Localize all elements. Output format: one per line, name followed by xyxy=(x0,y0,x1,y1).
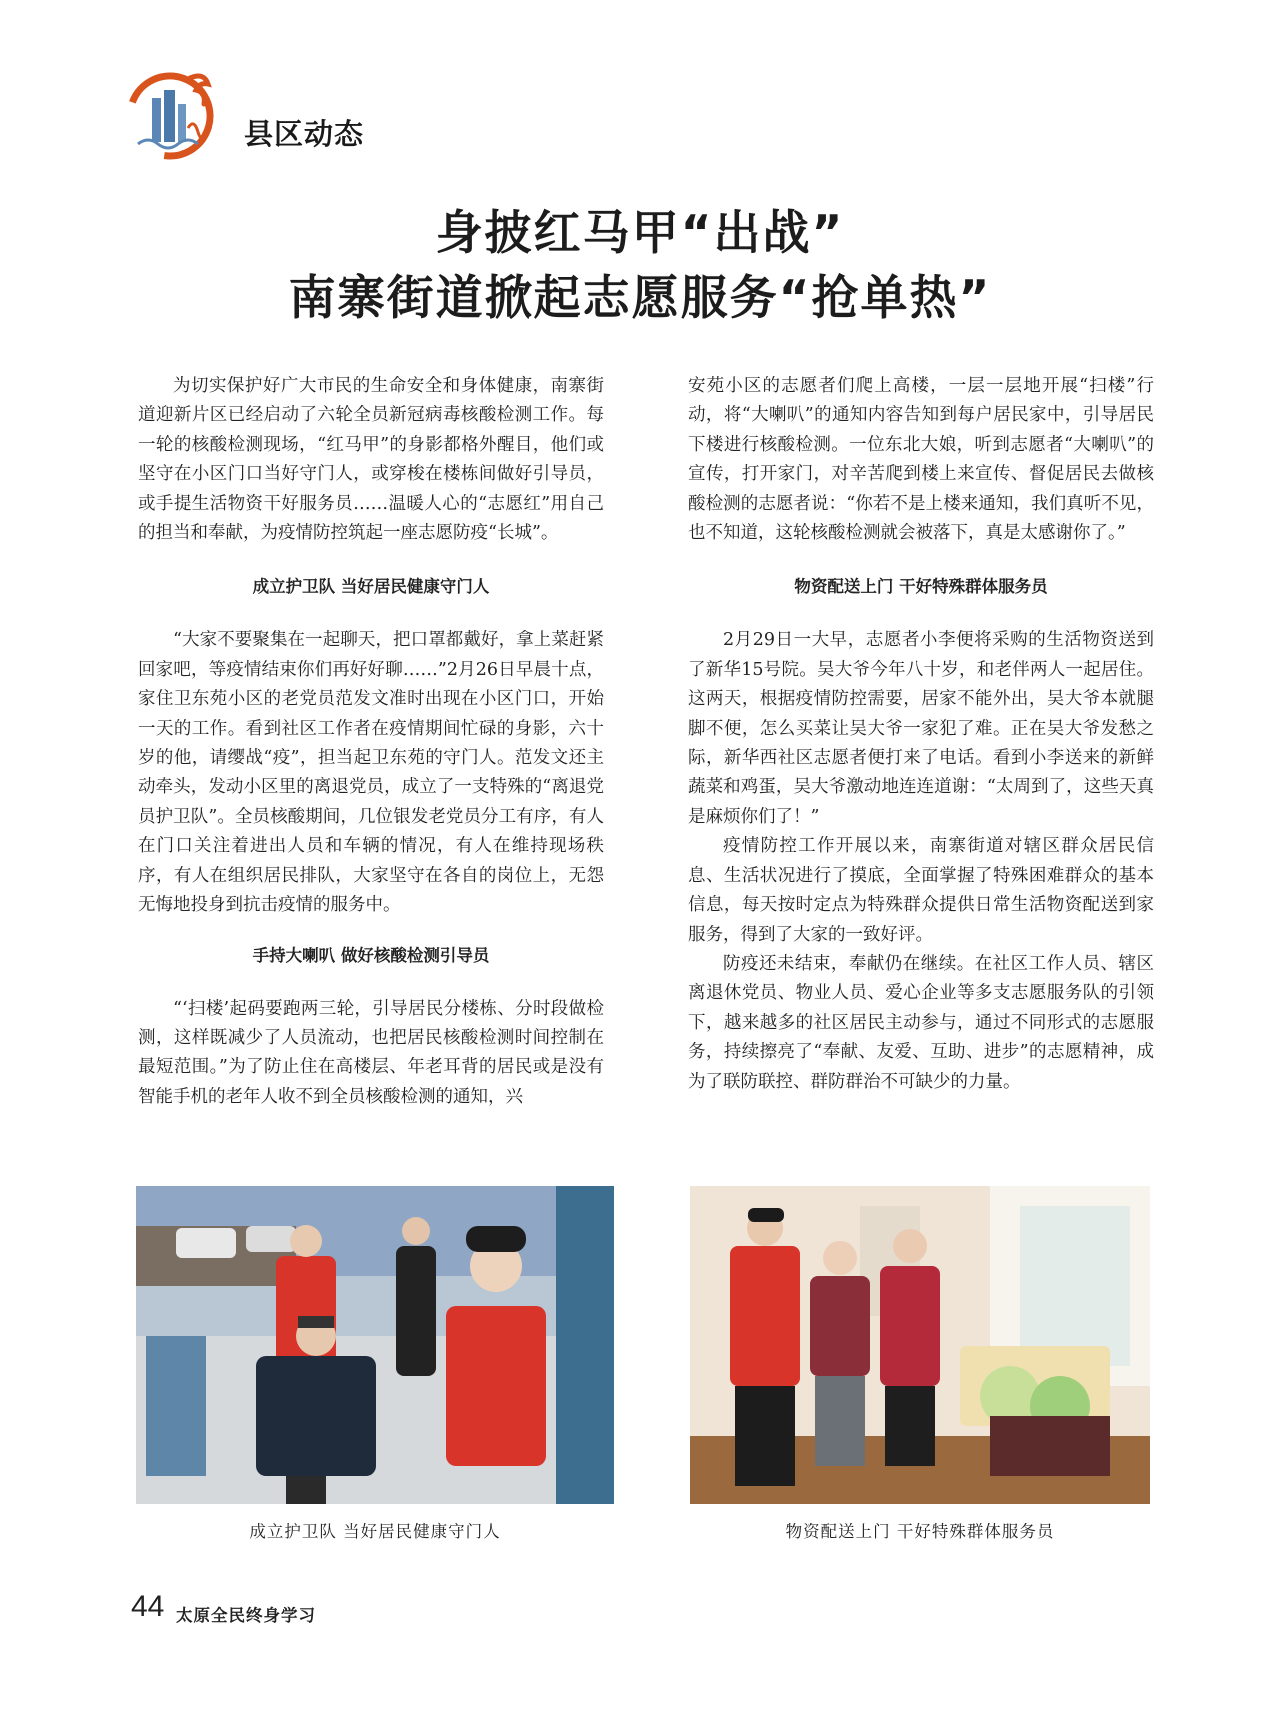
guard-team-paragraph: “大家不要聚集在一起聊天，把口罩都戴好，拿上菜赶紧回家吧，等疫情结束你们再好好聊……”2月26日早晨十点，家住卫东苑小区的老党员范发文准时出现在小区门口，开始一天的工作。看到社区工作者在疫情期间忙碌的身影，六十岁的他，请缨战“疫”，担当起卫东苑的守门人。范发文还主动牵头，发动小区里的离退党员，成立了一支特殊的“离退党员护卫队”。全员核酸期间，几位银发老党员分工有序，有人在门口关注着进出人员和车辆的情况，有人在维持现场秩序，有人在组织居民排队，大家坚守在各自的岗位上，无怨无悔地投身到抗击疫情的服务中。 xyxy=(138,630,604,916)
subheading-loudspeaker: 手持大喇叭 做好核酸检测引导员 xyxy=(252,945,490,965)
delivery-paragraph: 2月29日一大早，志愿者小李便将采购的生活物资送到了新华15号院。吴大爷今年八十岁，和老伴两人一起居住。这两天，根据疫情防控需要，居家不能外出，吴大爷本就腿脚不便，怎么买菜让吴大爷一家犯了难。正在吴大爷发愁之际，新华西社区志愿者便打来了电话。看到小李送来的新鲜蔬菜和鸡蛋，吴大爷激动地连连道谢：“太周到了，这些天真是麻烦你们了！” xyxy=(688,630,1154,827)
subheading-guard-team: 成立护卫队 当好居民健康守门人 xyxy=(252,577,490,597)
loudspeaker-paragraph: “‘扫楼’起码要跑两三轮，引导居民分楼栋、分时段做检测，这样既减少了人员流动，也把居民核酸检测时间控制在最短范围。”为了防止住在高楼层、年老耳背的居民或是没有智能手机的老年人收不到全员核酸检测的通知，兴 xyxy=(138,998,604,1107)
article-title-line1: 身披红马甲“出战” xyxy=(435,206,845,261)
magazine-logo xyxy=(126,68,222,164)
loudspeaker-paragraph-cont: 安苑小区的志愿者们爬上高楼，一层一层地开展“扫楼”行动，将“大喇叭”的通知内容告知到每户居民家中，引导居民下楼进行核酸检测。一位东北大娘，听到志愿者“大喇叭”的宣传，打开家门，对辛苦爬到楼上来宣传、督促居民去做核酸检测的志愿者说：“你若不是上楼来通知，我们真听不见，也不知道，这轮核酸检测就会被落下，真是太感谢你了。” xyxy=(688,376,1154,544)
photo-caption-right: 物资配送上门 干好特殊群体服务员 xyxy=(785,1522,1055,1541)
photo-delivery xyxy=(690,1186,1150,1504)
intro-paragraph: 为切实保护好广大市民的生命安全和身体健康，南寨街道迎新片区已经启动了六轮全员新冠病毒核酸检测工作。每一轮的核酸检测现场，“红马甲”的身影都格外醒目，他们或坚守在小区门口当好守门人，或穿梭在楼栋间做好引导员，或手提生活物资干好服务员……温暖人心的“志愿红”用自己的担当和奉献，为疫情防控筑起一座志愿防疫“长城”。 xyxy=(138,376,604,544)
photo-caption-left: 成立护卫队 当好居民健康守门人 xyxy=(249,1522,501,1541)
photo-guard-team xyxy=(136,1186,614,1504)
article-title-line2: 南寨街道掀起志愿服务“抢单热” xyxy=(288,271,992,326)
subheading-delivery: 物资配送上门 干好特殊群体服务员 xyxy=(794,577,1048,597)
left-column xyxy=(138,372,604,1112)
closing-paragraph: 防疫还未结束，奉献仍在继续。在社区工作人员、辖区离退休党员、物业人员、爱心企业等多支志愿服务队的引领下，越来越多的社区居民主动参与，通过不同形式的志愿服务，持续擦亮了“奉献、友爱、互助、进步”的志愿精神，成为了联防联控、群防群治不可缺少的力量。 xyxy=(688,953,1154,1092)
special-groups-paragraph: 疫情防控工作开展以来，南寨街道对辖区群众居民信息、生活状况进行了摸底，全面掌握了特殊困难群众的基本信息，每天按时定点为特殊群众提供日常生活物资配送到家服务，得到了大家的一致好评。 xyxy=(688,836,1154,945)
right-column xyxy=(688,372,1154,1097)
page-number: 44 xyxy=(131,1590,165,1623)
magazine-name: 太原全民终身学习 xyxy=(176,1606,316,1625)
section-tag: 县区动态 xyxy=(244,117,365,151)
